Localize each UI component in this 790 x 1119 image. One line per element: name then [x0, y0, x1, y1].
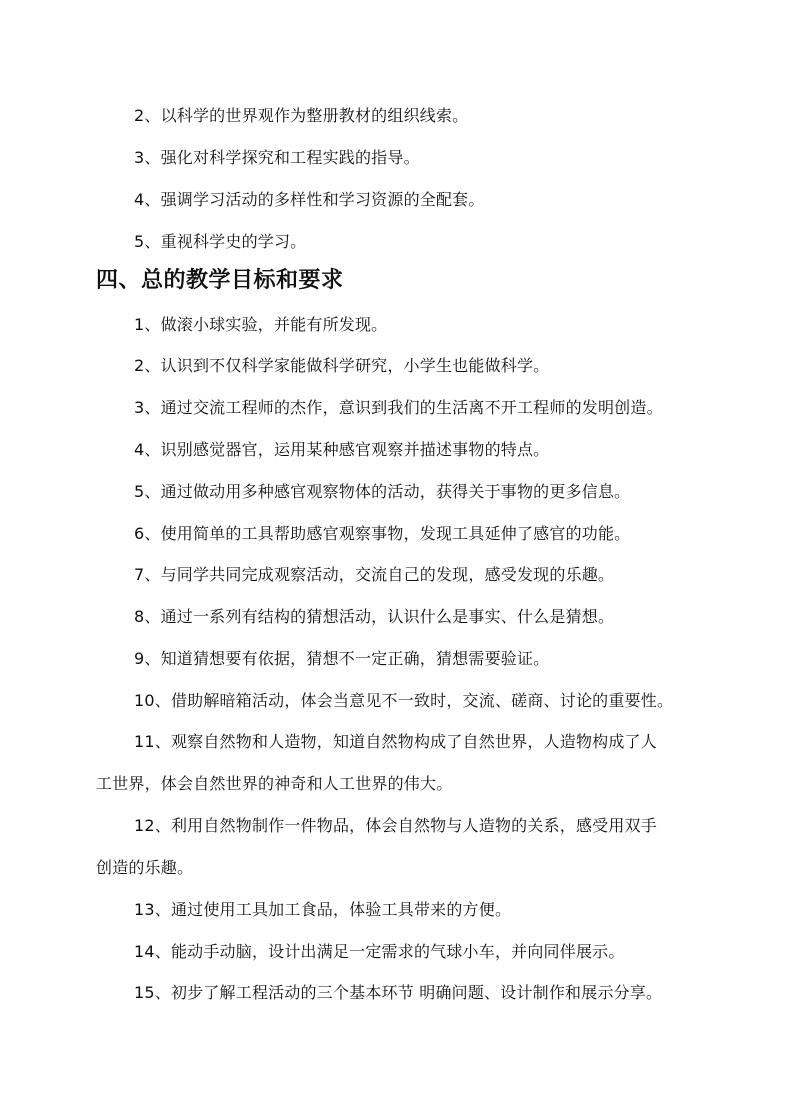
goal-item: 14、能动手动脑，设计出满足一定需求的气球小车，并向同伴展示。: [134, 942, 625, 961]
goal-item: 10、借助解暗箱活动，体会当意见不一致时，交流、磋商、讨论的重要性。: [134, 691, 674, 710]
goal-item: 2、认识到不仅科学家能做科学研究，小学生也能做科学。: [134, 356, 550, 375]
goal-item: 8、通过一系列有结构的猜想活动，认识什么是事实、什么是猜想。: [134, 607, 615, 626]
goal-item: 11、观察自然物和人造物，知道自然物构成了自然世界，人造物构成了人: [134, 732, 657, 751]
intro-item: 2、以科学的世界观作为整册教材的组织线索。: [134, 106, 469, 125]
goal-item: 13、通过使用工具加工食品，体验工具带来的方便。: [134, 900, 512, 919]
goal-item: 12、利用自然物制作一件物品，体会自然物与人造物的关系，感受用双手: [134, 816, 657, 835]
intro-item: 4、强调学习活动的多样性和学习资源的全配套。: [134, 190, 485, 209]
section-heading: 四、总的教学目标和要求: [96, 268, 344, 293]
goal-item-continuation: 工世界，体会自然世界的神奇和人工世界的伟大。: [96, 774, 453, 793]
goal-item: 6、使用简单的工具帮助感官观察事物，发现工具延伸了感官的功能。: [134, 524, 631, 543]
goal-item: 1、做滚小球实验，并能有所发现。: [134, 315, 388, 334]
intro-item: 3、强化对科学探究和工程实践的指导。: [134, 148, 420, 167]
goal-item: 5、通过做动用多种感官观察物体的活动，获得关于事物的更多信息。: [134, 482, 631, 501]
goal-item: 7、与同学共同完成观察活动，交流自己的发现，感受发现的乐趣。: [134, 565, 615, 584]
goal-item: 3、通过交流工程师的杰作，意识到我们的生活离不开工程师的发明创造。: [134, 398, 663, 417]
intro-item: 5、重视科学史的学习。: [134, 232, 307, 251]
goal-item-continuation: 创造的乐趣。: [96, 858, 194, 877]
goal-item: 15、初步了解工程活动的三个基本环节 明确问题、设计制作和展示分享。: [134, 983, 663, 1002]
goal-item: 9、知道猜想要有依据，猜想不一定正确，猜想需要验证。: [134, 649, 550, 668]
goal-item: 4、识别感觉器官，运用某种感官观察并描述事物的特点。: [134, 440, 550, 459]
